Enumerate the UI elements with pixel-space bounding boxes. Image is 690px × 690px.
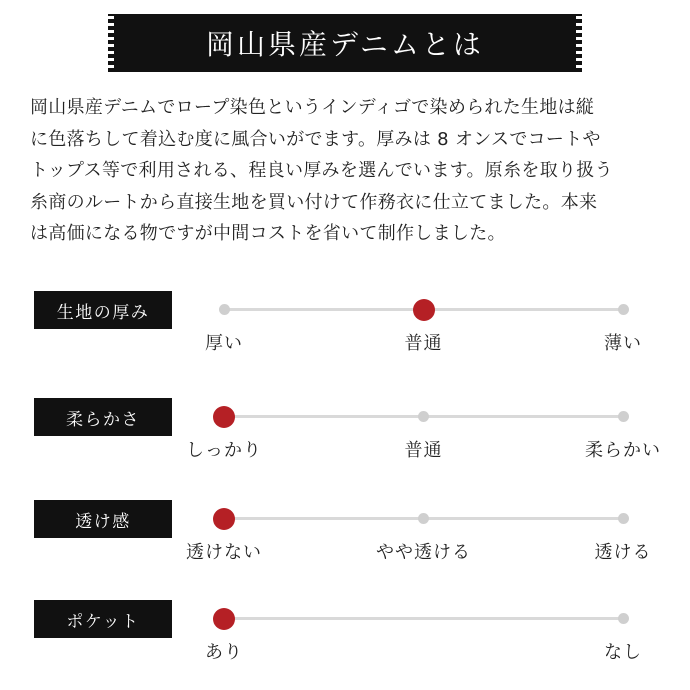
scale-marker-selected (213, 508, 235, 530)
intro-text (30, 92, 664, 250)
scale-marker (418, 411, 429, 422)
scale-option-label: やや透ける (376, 542, 471, 563)
scale-marker (418, 513, 429, 524)
scale-option-label: しっかり (186, 440, 262, 461)
scale-option-label: 厚い (205, 333, 243, 354)
scale-option-label: 透ける (594, 542, 652, 563)
scale-marker (618, 411, 629, 422)
scale-marker (618, 613, 629, 624)
attribute-label: 透け感 (34, 500, 172, 538)
attribute-row (0, 398, 690, 468)
intro-line: 岡山県産デニムでロープ染色というインディゴで染められた生地は縦 (30, 97, 595, 118)
intro-line: トップス等で利用される、程良い厚みを選んでいます。原糸を取り扱う (30, 160, 613, 181)
scale-marker (219, 304, 230, 315)
attribute-label: 柔らかさ (34, 398, 172, 436)
intro-line: に色落ちして着込む度に風合いがでます。厚みは 8 オンスでコートや (30, 128, 601, 150)
page-title: 岡山県産デニムとは (206, 28, 484, 61)
attribute-label: ポケット (34, 600, 172, 638)
scale-option-label: あり (205, 642, 243, 663)
intro-line: 糸商のルートから直接生地を買い付けて作務衣に仕立てました。本来 (30, 191, 598, 213)
attribute-label: 生地の厚み (34, 291, 172, 329)
scale-option-label: 普通 (404, 440, 443, 461)
scale-option-label: 普通 (404, 333, 443, 354)
attribute-row (0, 291, 690, 361)
intro-line: は高価になる物ですが中間コストを省いて制作しました。 (30, 223, 506, 244)
scale-marker (618, 304, 629, 315)
scale-marker-selected (213, 406, 235, 428)
scale-option-label: 透けない (186, 542, 262, 563)
scale-option-label: なし (604, 642, 642, 663)
scale-marker (618, 513, 629, 524)
title-banner (114, 14, 576, 72)
attribute-row (0, 600, 690, 670)
scale-option-label: 薄い (604, 333, 642, 354)
scale-marker-selected (413, 299, 435, 321)
scale-track (224, 617, 623, 620)
attribute-row (0, 500, 690, 570)
scale-option-label: 柔らかい (585, 440, 661, 461)
scale-marker-selected (213, 608, 235, 630)
